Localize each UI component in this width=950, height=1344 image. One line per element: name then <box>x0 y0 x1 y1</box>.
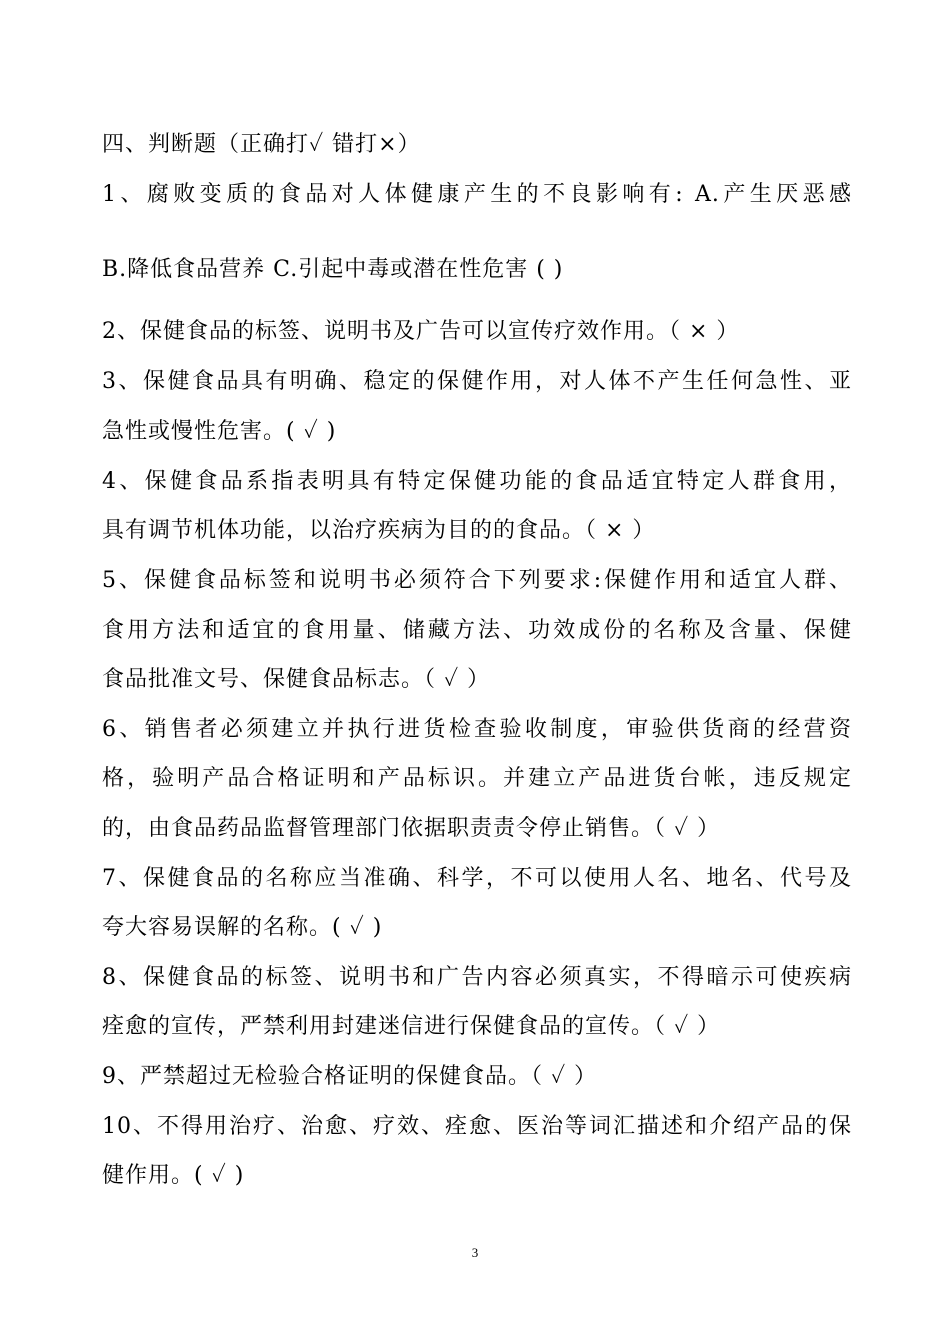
item-3-line-2: 急性或慢性危害。( ✓ ) <box>102 419 337 444</box>
item-10-line-1: 10、不得用治疗、治愈、疗效、痊愈、医治等词汇描述和介绍产品的保 <box>102 1114 852 1139</box>
item-10-line-2: 健作用。( ✓ ) <box>102 1163 245 1188</box>
item-1-line-1: 1、腐败变质的食品对人体健康产生的不良影响有: A.产生厌恶感 <box>102 182 852 207</box>
item-8-line-2: 痊愈的宣传，严禁利用封建迷信进行保健食品的宣传。（ ✓ ） <box>102 1014 721 1039</box>
item-5-line-3: 食品批准文号、保健食品标志。（ ✓ ） <box>102 667 491 692</box>
item-8-line-1: 8、保健食品的标签、说明书和广告内容必须真实，不得暗示可使疾病 <box>102 965 852 990</box>
page-number: 3 <box>471 1245 479 1260</box>
item-2-line-1: 2、保健食品的标签、说明书及广告可以宣传疗效作用。（ × ） <box>102 319 740 344</box>
item-9-line-1: 9、严禁超过无检验合格证明的保健食品。（ ✓ ） <box>102 1064 598 1089</box>
item-4-line-2: 具有调节机体功能，以治疗疾病为目的的食品。（ × ） <box>102 518 656 543</box>
item-6-line-2: 格，验明产品合格证明和产品标识。并建立产品进货台帐，违反规定 <box>102 766 852 791</box>
item-5-line-2: 食用方法和适宜的食用量、储藏方法、功效成份的名称及含量、保健 <box>102 618 852 643</box>
item-3-line-1: 3、保健食品具有明确、稳定的保健作用，对人体不产生任何急性、亚 <box>102 369 852 394</box>
item-5-line-1: 5、保健食品标签和说明书必须符合下列要求:保健作用和适宜人群、 <box>102 568 852 593</box>
item-1-line-2: B.降低食品营养 C.引起中毒或潜在性危害 ( ) <box>102 257 564 282</box>
section-title: 四、判断题（正确打✓ 错打×） <box>102 132 421 157</box>
item-7-line-2: 夸大容易误解的名称。( ✓ ) <box>102 915 383 940</box>
item-6-line-1: 6、销售者必须建立并执行进货检查验收制度，审验供货商的经营资 <box>102 717 852 742</box>
item-7-line-1: 7、保健食品的名称应当准确、科学，不可以使用人名、地名、代号及 <box>102 866 852 891</box>
item-4-line-1: 4、保健食品系指表明具有特定保健功能的食品适宜特定人群食用， <box>102 469 852 494</box>
item-6-line-3: 的，由食品药品监督管理部门依据职责责令停止销售。（ ✓ ） <box>102 816 721 841</box>
